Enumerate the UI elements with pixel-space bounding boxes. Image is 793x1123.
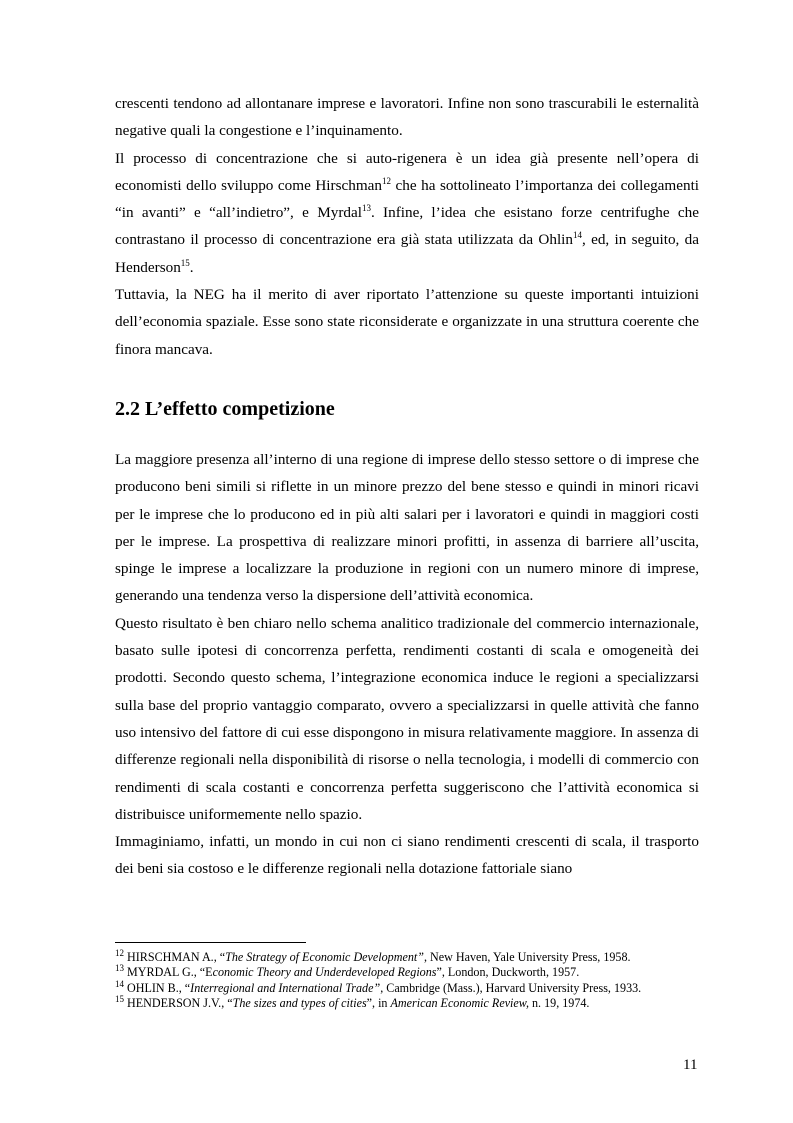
paragraph-2-part-a: Il processo di concentrazione che si auto-rigenera è un idea già presente nell’opera di economisti dello sviluppo come Hirschman [115, 149, 699, 194]
footnote-journal: American Economic Review, [390, 996, 529, 1011]
footnote-number: 12 [115, 947, 124, 958]
footnote-number: 14 [115, 978, 124, 989]
footnote-title: The sizes and types of cities [232, 996, 367, 1011]
footnote-13 [115, 965, 715, 980]
footnote-ref-12[interactable]: 12 [381, 175, 391, 186]
footnote-ref-15[interactable]: 15 [180, 257, 190, 268]
footnote-number: 15 [115, 994, 124, 1005]
footnote-text: HIRSCHMAN A., “ [124, 950, 226, 964]
footnote-text: HENDERSON J.V., “ [124, 996, 233, 1011]
paragraph-2-part-c: . Infine, l’idea che esistano forze centrifughe che contrastano il processo di concentrazione era già stata utilizzata da Ohlin [115, 204, 699, 249]
paragraph-6: Immaginiamo, infatti, un mondo in cui non ci siano rendimenti crescenti di scala, il trasporto dei beni sia costoso e le differenze regionali nella dotazione fattoriale siano [115, 833, 699, 878]
footnote-title: Interregional and International Trade” [190, 980, 381, 995]
footnote-ref-14[interactable]: 14 [572, 230, 582, 241]
paragraph-3: Tuttavia, la NEG ha il merito di aver riportato l’attenzione su queste importanti intuizioni dell’economia spaziale. Esse sono state riconsiderate e organizzate in una struttura coerente che finora mancava. [115, 286, 699, 358]
footnote-number: 13 [115, 963, 124, 974]
section-heading: 2.2 L’effetto competizione [115, 397, 335, 420]
paragraph-2-part-d: , ed, in seguito, da Henderson [115, 231, 699, 276]
paragraph-2 [115, 145, 699, 281]
footnotes [115, 947, 715, 1012]
footnote-title: conomic Theory and Underdeveloped Regions [212, 965, 437, 980]
page-number: 11 [683, 1057, 698, 1073]
footnote-title: The Strategy of Economic Development” [225, 950, 424, 964]
footnote-text: ”, London, Duckworth, 1957. [436, 965, 580, 980]
footnote-divider [115, 942, 306, 943]
footnote-15 [115, 996, 715, 1011]
footnote-text: OHLIN B., “ [124, 980, 191, 995]
paragraph-1: crescenti tendono ad allontanare imprese e lavoratori. Infine non sono trascurabili le esternalità negative quali la congestione e l’inquinamento. [115, 95, 699, 140]
footnote-text: n. 19, 1974. [528, 996, 590, 1011]
footnote-text: MYRDAL G., “E [124, 965, 213, 980]
footnote-text: , Cambridge (Mass.), Harvard University Press, 1933. [380, 980, 642, 995]
footnote-text: ”, in [366, 996, 391, 1011]
paragraph-4: La maggiore presenza all’interno di una regione di imprese dello stesso settore o di imprese che producono beni simili si riflette in un minore prezzo del bene stesso e quindi in minori ricavi per le imprese che lo producono ed in più alti salari per i lavoratori e quindi in maggiori costi per le imprese. La prospettiva di realizzare minori profitti, in assenza di barriere all’uscita, spinge le imprese a localizzare la produzione in regioni con un numero minore di imprese, generando una tendenza verso la dispersione dell’attività economica. [115, 450, 699, 605]
paragraph-2-part-b: che ha sottolineato l’importanza dei collegamenti “in avanti” e “all’indietro”, e Myrdal [115, 176, 700, 222]
paragraph-2-part-e: . [189, 258, 194, 276]
footnote-14 [115, 978, 715, 996]
footnote-text: , New Haven, Yale University Press, 1958. [423, 950, 631, 964]
paragraph-5: Questo risultato è ben chiaro nello schema analitico tradizionale del commercio internazionale, basato sulle ipotesi di concorrenza perfetta, rendimenti costanti di scala e omogeneità dei prodotti. Secondo questo schema, l’integrazione economica induce le regioni a specializzarsi sulla base del proprio vantaggio comparato, ovvero a specializzarsi in quelle attività che fanno uso intensivo del fattore di cui esse dispongono in misura relativamente maggiore. In assenza di differenze regionali nella disponibilità di risorse o nella tecnologia, i modelli di commercio con rendimenti di scala costanti e concorrenza perfetta suggeriscono che l’attività economica si distribuisce uniformemente nello spazio. [115, 614, 699, 823]
footnote-12 [115, 947, 715, 965]
page-body [115, 90, 699, 883]
footnote-ref-13[interactable]: 13 [361, 203, 371, 214]
